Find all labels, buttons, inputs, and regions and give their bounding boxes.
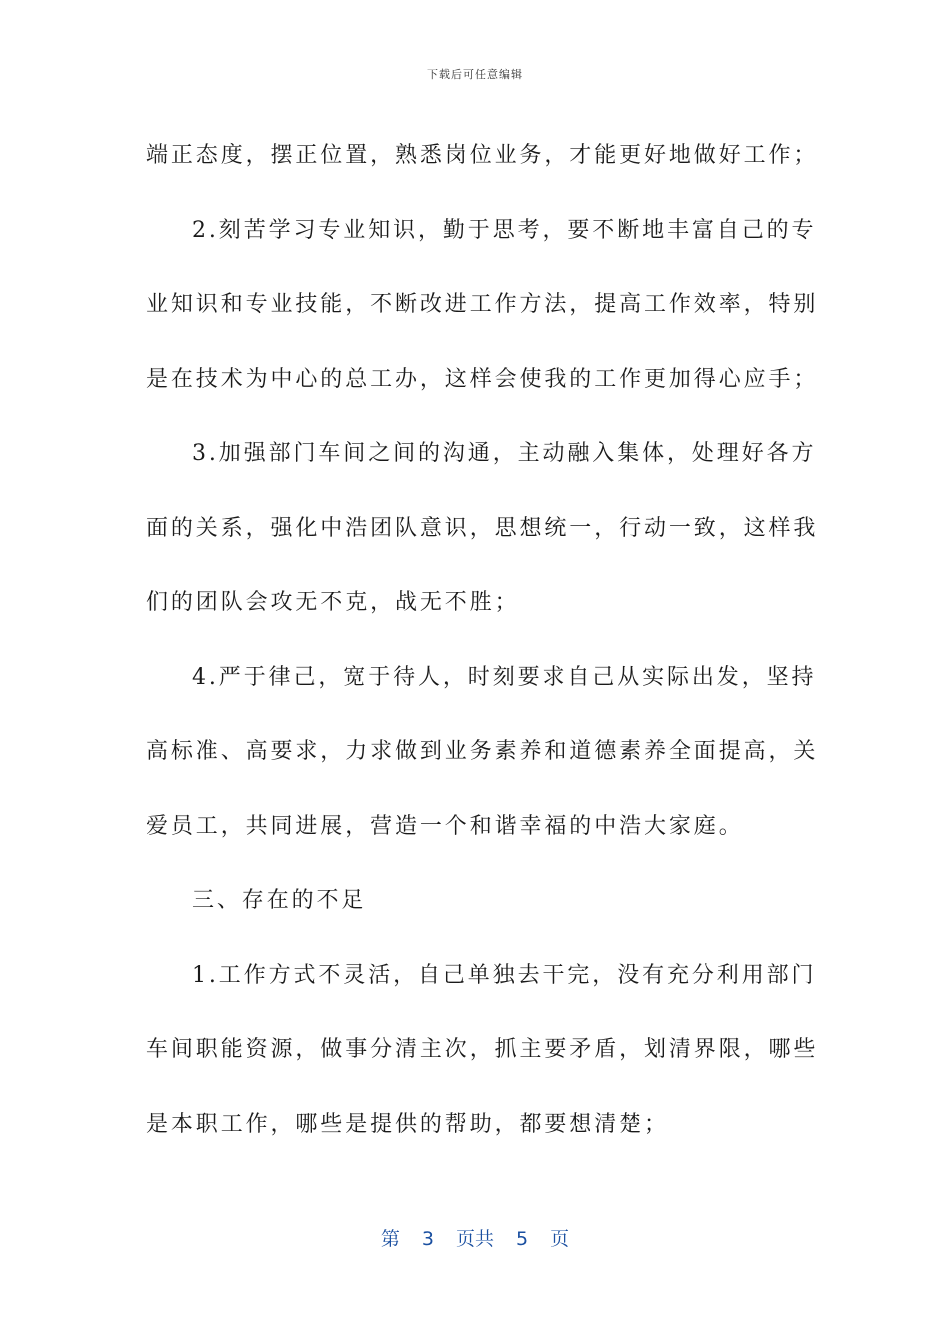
footer-prefix: 第 [380,1228,400,1250]
body-line: 4.严于律己，宽于待人，时刻要求自己从实际出发，坚持 [192,664,817,690]
body-line: 车间职能资源，做事分清主次，抓主要矛盾，划清界限，哪些 [146,1037,819,1062]
footer-total-pages: 5 [516,1228,529,1250]
body-line: 业知识和专业技能，不断改进工作方法，提高工作效率，特别 [146,292,819,317]
body-line: 1.工作方式不灵活，自己单独去干完，没有充分利用部门 [192,962,817,988]
body-line: 3.加强部门车间之间的沟通，主动融入集体，处理好各方 [192,441,817,466]
body-line: 们的团队会攻无不克，战无不胜； [146,590,520,615]
page-footer [0,1224,950,1251]
body-line: 是本职工作，哪些是提供的帮助，都要想清楚； [146,1111,669,1137]
body-line: 2.刻苦学习专业知识，勤于思考，要不断地丰富自己的专 [192,217,817,243]
page-header: 下载后可任意编辑 [427,68,523,81]
body-line: 是在技术为中心的总工办，这样会使我的工作更加得心应手； [146,366,819,392]
footer-suffix: 页 [550,1228,570,1250]
body-line: 高标准、高要求，力求做到业务素养和道德素养全面提高，关 [146,739,819,764]
section-heading: 三、存在的不足 [192,888,367,913]
footer-current-page: 3 [421,1228,434,1250]
body-line: 面的关系，强化中浩团队意识，思想统一，行动一致，这样我 [146,515,819,541]
document-body [146,119,819,1162]
body-line: 爱员工，共同进展，营造一个和谐幸福的中浩大家庭。 [146,813,744,839]
footer-middle: 页共 [455,1228,494,1250]
body-line: 端正态度，摆正位置，熟悉岗位业务，才能更好地做好工作； [146,143,819,168]
